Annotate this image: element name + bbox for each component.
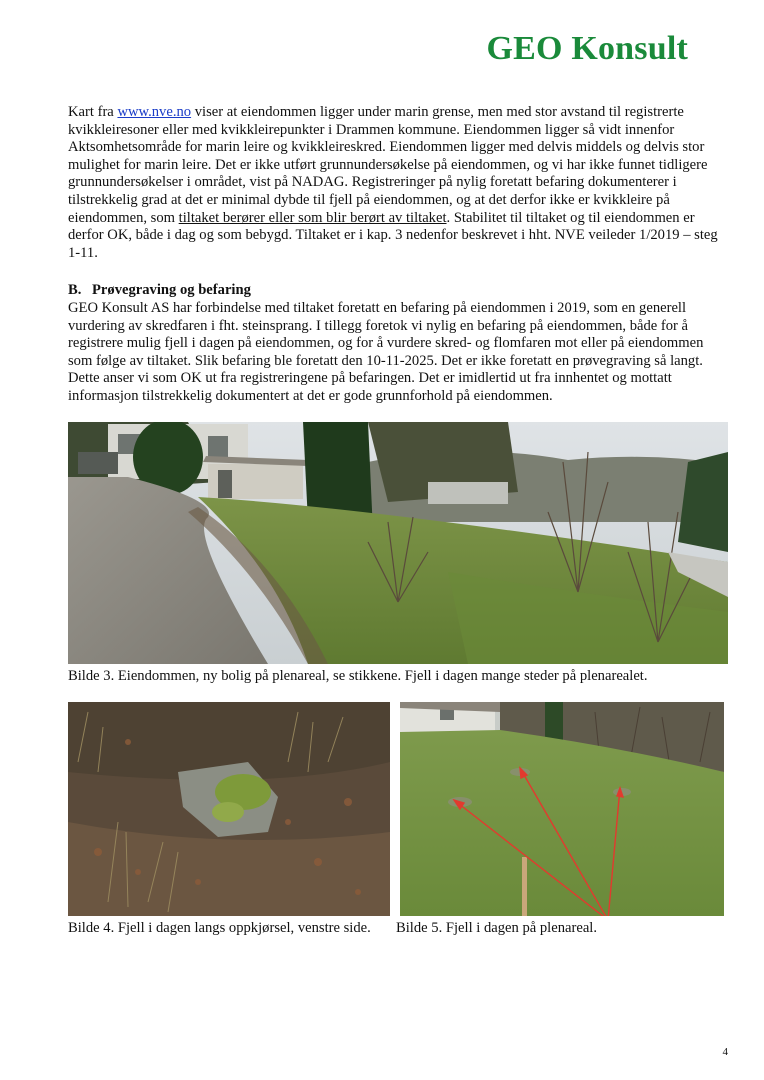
company-logo-text: GEO Konsult: [486, 30, 688, 67]
intro-prefix: Kart fra: [68, 104, 118, 120]
photo-bilde-5: [400, 702, 724, 916]
lawn-bedrock-image: [400, 702, 724, 916]
page-number: 4: [722, 1046, 728, 1058]
section-b-letter: B.: [68, 282, 82, 298]
caption-bilde-3: Bilde 3. Eiendommen, ny bolig på plenareal, se stikkene. Fjell i dagen mange steder på plenarealet.: [68, 668, 648, 684]
section-b-title: Prøvegraving og befaring: [92, 282, 251, 298]
intro-text-2: . Stabilitet til tiltaket og til eiendommen er derfor OK, både i dag og som bebygd. Tiltaket er i kap. 3 nedenfor beskrevet i hht. NVE veileder 1/2019 – steg 1-11.: [68, 209, 718, 261]
bedrock-driveway-image: [68, 702, 390, 916]
intro-paragraph: [68, 104, 728, 262]
property-overview-image: [68, 422, 728, 664]
caption-bilde-4: Bilde 4. Fjell i dagen langs oppkjørsel, venstre side.: [68, 920, 371, 936]
section-b-heading: [68, 282, 251, 299]
intro-underlined: tiltaket berører eller som blir berørt av tiltaket: [178, 209, 447, 226]
photo-bilde-4: [68, 702, 390, 916]
photo-bilde-3: [68, 422, 728, 664]
caption-bilde-5: Bilde 5. Fjell i dagen på plenareal.: [396, 920, 598, 936]
intro-text-1: viser at eiendommen ligger under marin grense, men med stor avstand til registrerte kvikkleiresoner eller med kvikkleirepunkter i Drammen kommune. Eiendommen ligger så vidt innenfor Aktsomhetsområde for marin leire og kvikkleireskred. Eiendommen ligger med delvis middels og delvis stor mulighet for marin leire. Det er ikke utført grunnundersøkelse på eiendommen, og vi har ikke funnet tidligere grunnundersøkelser i området, vist på NADAG. Registreringer på nylig foretatt befaring dokumenterer i tilstrekkelig grad at det er minimal dybde til fjell på eiendommen, og at det derfor ikke er kvikkleire på eiendommen, som: [68, 104, 708, 226]
nve-link[interactable]: www.nve.no: [117, 104, 192, 120]
section-b-body: GEO Konsult AS har forbindelse med tiltaket foretatt en befaring på eiendommen i 2019, som en generell vurdering av skredfaren i fht. steinsprang. I tillegg foretok vi nylig en befaring på eiendommen, både for å registrere mulig fjell i dagen på eiendommen, og for å vurdere skred- og flomfaren mot eller på eiendommen som følge av tiltaket. Slik befaring ble foretatt den 10-11-2025. Det er ikke foretatt en prøvegraving så langt. Dette anser vi som OK ut fra registreringene på befaringen. Det er imidlertid ut fra innhentet og mottatt informasjon tilstrekkelig dokumentert at det er gode grunnforhold på eiendommen.: [68, 300, 704, 404]
